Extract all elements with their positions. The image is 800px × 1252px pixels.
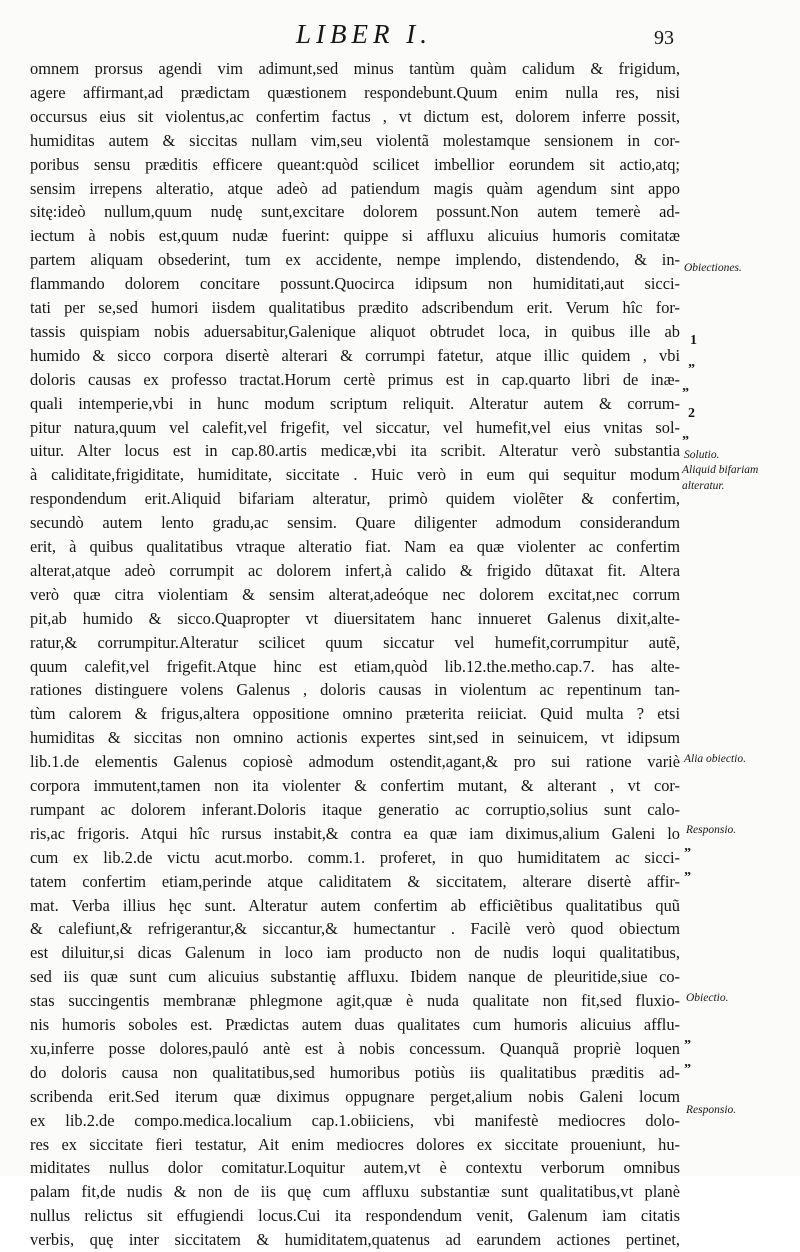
margin-note-quote-mark: ”	[682, 386, 689, 401]
text-line: omnem prorsus agendi vim adimunt,sed minus tantùm quàm calidum & frigidum,	[30, 59, 680, 78]
margin-note-number-1: 1	[690, 333, 697, 348]
text-line: nis humoris soboles est. Prædictas autem duas qualitates cum humoris alicuius afflu-	[30, 1015, 680, 1034]
text-line: humiditas autem & siccitas nullam vim,seu violentã molestamque sensionem in cor-	[30, 130, 680, 150]
text-line: tati per se,sed humori iisdem qualitatibus prædito adscribendum erit. Verum hîc for-	[30, 298, 680, 317]
text-line: alterat,atque adeò corrumpit ac dolorem infert,à calido & frigido dũtaxat fit. Altera	[30, 560, 680, 580]
text-line: nullus relictus sit effugiendi locus.Cui ita respondendum venit, Galenum iam citatis	[30, 1206, 680, 1226]
text-line: xu,inferre posse dolores,pauló antè est à nobis concessum. Quanquã propriè loquen	[30, 1038, 680, 1058]
text-line: erit, à quibus qualitatibus vtraque alteratio fiat. Nam ea quæ violenter ac confertim	[30, 537, 680, 556]
margin-note-quote-mark: ”	[682, 434, 689, 449]
margin-note-quote-mark: ”	[684, 846, 691, 861]
margin-note-solutio: Solutio.	[684, 449, 720, 461]
text-line: scribenda erit.Sed iterum quæ diximus oppugnare perget,alium nobis Galeni locum	[30, 1086, 680, 1106]
text-line: pitur natura,quum vel calefit,vel frigefit, vel siccatur, vel humefit,vel eius vnitas sol-	[30, 417, 680, 437]
text-line: humiditas & siccitas non omnino actionis expertes sint,sed in seinuicem, vt idipsum	[30, 728, 680, 748]
text-line: do doloris causa non qualitatibus,sed humoribus potiùs iis qualitatibus præditis ad-	[30, 1062, 680, 1082]
text-line: poribus sensu præditis efficere queant:quòd scilicet imbellior eorundem sit actio,atq;	[30, 154, 680, 174]
text-line: respondendum erit.Aliquid bifariam alteratur, primò quidem violẽter & confertim,	[30, 489, 680, 509]
text-line: occursus eius sit violentus,ac confertim factus , vt dictum est, dolorem inferre possit,	[30, 106, 680, 126]
text-line: agere affirmant,ad prædictam quæstionem respondebunt.Quum enim nulla res, nisi	[30, 82, 680, 102]
text-line: lib.1.de elementis Galenus copiosè admodum ostendit,agant,& pro sui ratione variè	[30, 752, 680, 772]
text-line: flammando dolorem concitare possunt.Quocirca idipsum non humiditati,aut sicci-	[30, 274, 680, 294]
text-line: rumpant ac dolorem inferant.Doloris itaque generatio ac corruptio,solius sunt calo-	[30, 799, 680, 819]
text-line: mat. Verba illius hęc sunt. Alteratur autem confertim ab efficiẽtibus qualitatibus quũ	[30, 895, 680, 915]
text-line: sed iis quæ sunt cum alicuius substantię affluxu. Ibidem nanque de pleuritide,siue co-	[30, 967, 680, 987]
text-line: ris,ac frigoris. Atqui hîc rursus instabit,& contra ea quæ iam diximus,alium Galeni lo	[30, 823, 680, 843]
margin-note-objectiones: Obiectiones.	[684, 262, 742, 274]
margin-note-aliquid-bifariam: Aliquid bifariam	[682, 464, 759, 476]
text-line: ratur,& corrumpitur.Alteratur scilicet quum siccatur vel humefit,corrumpitur autẽ,	[30, 632, 680, 652]
text-line: corpora immutent,tamen non ita violenter & confertim mutant, & alterant , vt cor-	[30, 776, 680, 795]
text-line: pit,ab humido & sicco.Quapropter vt diuersitatem hanc innueret Galenus dixit,alte-	[30, 608, 680, 628]
margin-note-quote-mark: ”	[688, 362, 695, 377]
margin-note-responsio: Responsio.	[686, 824, 737, 836]
text-line: partem aliquam obsederint, tum ex accidente, nempe implendo, distendendo, & in-	[30, 250, 680, 270]
text-line: miditates nullus dolor comitatur.Loquitur autem,vt è contextu verborum omnibus	[30, 1158, 680, 1178]
text-line: à caliditate,frigiditate, humiditate, siccitate . Huic verò in eum qui sequitur modum	[30, 465, 680, 485]
text-line: verò quæ citra violentiam & sensim alterat,adeóque nec dolorem excitat,nec corrum	[30, 584, 680, 604]
text-line: est diluitur,si dicas Galenum in loco iam producto non de nudis loqui qualitatibus,	[30, 943, 680, 963]
text-line: stas succingentis membranæ phlegmone agit,quæ è nuda qualitate non fit,sed fluxio-	[30, 991, 680, 1011]
text-line: sitę:ideò nullum,quum nudę sunt,excitare dolorem possunt.Non autem temerè ad-	[30, 202, 680, 222]
text-line: sensim irrepens alteratio, atque adeò ad patiendum magis quàm agendum sint appo	[30, 178, 680, 198]
margin-note-alia-obiectio: Alia obiectio.	[684, 753, 746, 765]
text-line: verbis, quę inter siccitatem & humiditatem,quatenus ad earundem actiones pertinet,	[30, 1230, 680, 1250]
text-line: rationes distinguere volens Galenus , doloris causas in violentum ac repentinum tan-	[30, 680, 680, 700]
margin-note-quote-mark: ”	[684, 870, 691, 885]
text-line: tùm calorem & frigus,altera oppositione omnino præterita reiiciat. Quid multa ? etsi	[30, 704, 680, 724]
text-line: tassis quispiam nobis aduersabitur,Galenique aliquot obtrudet loca, in quibus ille ab	[30, 321, 680, 341]
margin-note-number-2: 2	[688, 406, 695, 421]
text-line: uitur. Alter locus est in cap.80.artis medicæ,vbi ita scribit. Alteratur verò substantia	[30, 441, 680, 461]
text-line: quum calefit,vel frigefit.Atque hinc est etiam,quòd lib.12.the.metho.cap.7. has alte-	[30, 656, 680, 676]
text-line: doloris causas ex professo tractat.Horum certè primus est in cap.quarto libri de inæ-	[30, 369, 680, 389]
page-number: 93	[654, 27, 674, 49]
text-line: res ex siccitate fieri testatur, Ait enim mediocres dolores ex siccitate proueniunt, hu-	[30, 1134, 680, 1154]
text-line: iectum à nobis est,quum nudæ fuerint: quippe si affluxu alicuius humoris comitatæ	[30, 226, 680, 246]
text-line: cum ex lib.2.de victu acut.morbo. comm.1. proferet, in quo humiditatem ac sicci-	[30, 847, 680, 867]
margin-note-quote-mark: ”	[684, 1038, 691, 1053]
text-line: & calefiunt,& refrigerantur,& siccantur,& humectantur . Facilè verò quod obiectum	[30, 919, 680, 939]
text-line: secundò autem lento gradu,ac sensim. Quare diligenter admodum considerandum	[30, 513, 680, 533]
text-line: tatem confertim etiam,perinde atque caliditatem & siccitatem, alterare disertè affir-	[30, 871, 680, 891]
text-line: humido & sicco corpora disertè alterari & corrumpi fatetur, atque illic quidem , vbi	[30, 345, 680, 365]
text-line: quali intemperie,vbi in hunc modum scriptum reliquit. Alteratur autem & corrum-	[30, 393, 680, 413]
margin-note-quote-mark: ”	[684, 1062, 691, 1077]
margin-note-responsio: Responsio.	[686, 1104, 737, 1116]
running-title: LIBER I.	[296, 19, 432, 49]
margin-note-alteratur: alteratur.	[682, 480, 725, 492]
text-line: palam fit,de nudis & non de iis quę cum affluxu substantiæ sunt qualitatibus,vt planè	[30, 1182, 680, 1202]
margin-note-obiectio: Obiectio.	[686, 992, 729, 1004]
text-line: ex lib.2.de compo.medica.localium cap.1.obiiciens, vbi manifestè mediocres dolo-	[30, 1110, 680, 1130]
